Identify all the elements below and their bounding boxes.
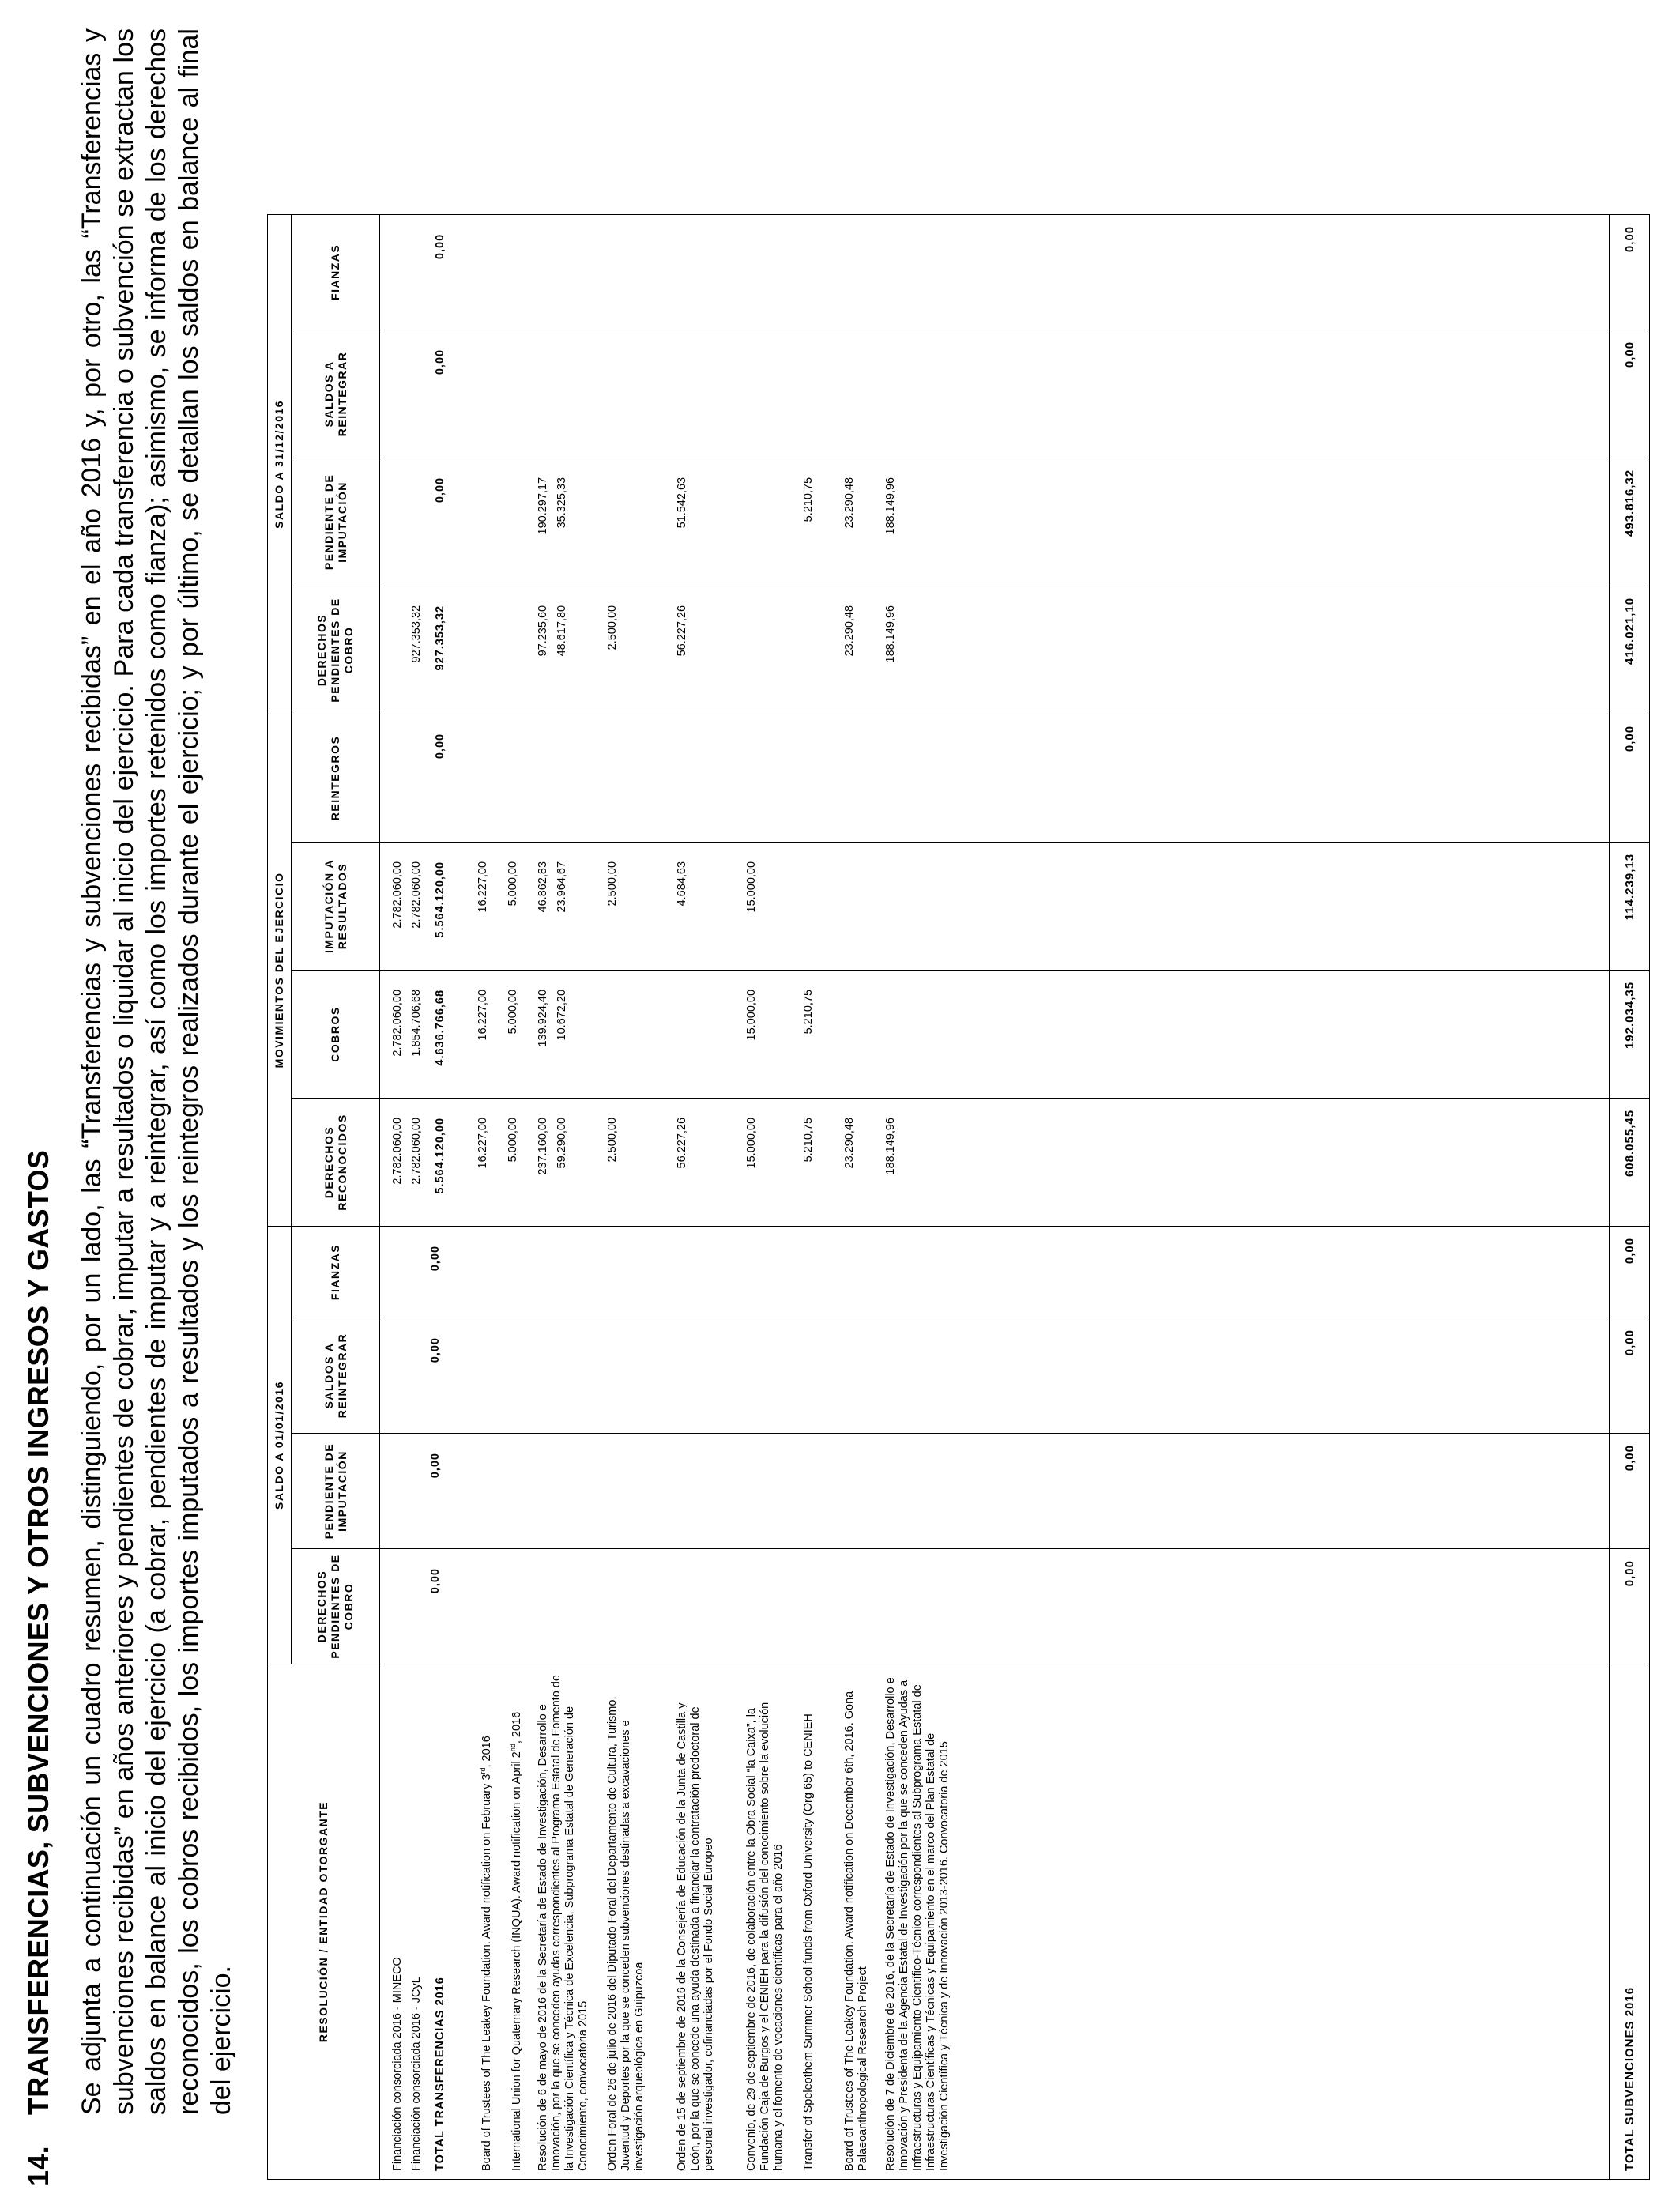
col-cobros: [380, 970, 1610, 1098]
transfer-desc: Financiación consorciada 2016 - JCyL: [410, 1977, 423, 2171]
cell-value: 2.782.060,00: [410, 861, 423, 929]
ts-sar-inicial: 0,00: [1610, 1318, 1650, 1434]
tt-sar-inicial: 0,00: [429, 1337, 442, 1363]
ts-fia-final: 0,00: [1610, 214, 1650, 330]
col-pdi-inicial: [380, 1434, 1610, 1549]
group-movimientos: MOVIMIENTOS DEL EJERCICIO: [268, 714, 292, 1226]
subsidy-desc: Board of Trustees of The Leakey Foundation. Award notification on December 6th, 2016. Gona Palaeoanthropological Research Project: [843, 1691, 869, 2171]
cell-value: 16.227,00: [477, 1117, 489, 1169]
section-heading: [22, 21, 55, 2186]
col-derechos-reconocidos: [380, 1098, 1610, 1226]
description-column: [380, 1664, 1610, 2180]
description-lines: [380, 1664, 971, 2179]
total-subvenciones-row: [1610, 7, 1650, 2179]
total-subvenciones-label: TOTAL SUBVENCIONES 2016: [1610, 1664, 1650, 2180]
cell-value: 97.235,60: [537, 605, 549, 657]
col-imputacion: [380, 842, 1610, 970]
cell-value: 15.000,00: [745, 1117, 758, 1169]
cell-value: 188.149,96: [884, 1117, 897, 1175]
ts-sar-final: 0,00: [1610, 330, 1650, 458]
cell-value: 188.149,96: [884, 605, 897, 663]
subsidy-desc: Resolución de 6 de mayo de 2016 de la Secretaría de Estado de Investigación, Desarrollo e Innovación, por la que se conceden ayudas correspondientes al Programa Estatal de Fomento de la Investigación Científica y Técnica de Excelencia, Subprograma Estatal de Generación de Conocimiento, convocatoria 2015: [537, 1675, 590, 2171]
table-body-row: [380, 7, 1610, 2179]
cell-value: 15.000,00: [745, 989, 758, 1041]
header-saldos-reintegrar-final: SALDOS A REINTEGRAR: [292, 330, 380, 458]
cell-value: [391, 605, 410, 706]
tt-dpc-inicial: 0,00: [429, 1568, 442, 1594]
ts-pdi-inicial: 0,00: [1610, 1434, 1650, 1549]
col-dpc-inicial: [380, 1549, 1610, 1664]
cell-value: 5.210,75: [802, 1117, 815, 1163]
cell-value: [884, 990, 971, 1090]
subsidy-desc: Board of Trustees of The Leakey Foundation. Award notification on February 3rd, 2016: [479, 1736, 493, 2171]
cell-value: [745, 477, 802, 578]
ts-dpc-inicial: 0,00: [1610, 1549, 1650, 1664]
ts-dr: 608.055,45: [1610, 1098, 1650, 1226]
header-derechos-reconocidos: DERECHOS RECONOCIDOS: [292, 1098, 380, 1226]
header-imputacion: IMPUTACIÓN A RESULTADOS: [292, 842, 380, 970]
cell-value: 927.353,32: [410, 605, 423, 663]
col-reintegros: [380, 714, 1610, 842]
cell-value: 2.500,00: [606, 1117, 619, 1163]
subsidy-desc: Orden Foral de 26 de julio de 2016 del Diputado Foral del Departamento de Cultura, Turismo, Juventud y Deportes por la que se conceden subvenciones destinadas a excavaciones e investigación arqueológica en Guipuzcoa: [606, 1696, 646, 2171]
col-pdi-final: [380, 458, 1610, 586]
cell-value: [391, 477, 410, 578]
cell-value: [606, 477, 676, 578]
col-dpc-final: [380, 586, 1610, 714]
grants-table: [267, 7, 1650, 2180]
group-saldo-inicial: SALDO A 01/01/2016: [268, 1226, 292, 1664]
subsidy-desc: International Union for Quaternary Research (INQUA). Award notification on April 2nd, 2016: [509, 1711, 523, 2171]
cell-value: [507, 605, 537, 706]
cell-value: 5.210,75: [802, 989, 815, 1035]
header-derechos-pendientes-final: DERECHOS PENDIENTES DE COBRO: [292, 586, 380, 714]
total-transferencias-label: TOTAL TRANSFERENCIAS 2016: [434, 1977, 446, 2171]
cell-value: 35.325,33: [556, 477, 568, 529]
cell-value: 23.290,48: [843, 1117, 856, 1169]
cell-value: [606, 990, 676, 1090]
cell-value: 4.684,63: [676, 861, 688, 907]
subsidy-desc: Orden de 15 de septiembre de 2016 de la Consejería de Educación de la Junta de Castilla y León, por la que se concede una ayuda destinada a financiar la contratación predoctoral de personal investigador, cofinanciadas por el Fondo Social Europeo: [676, 1702, 715, 2171]
tt-cobros: 4.636.766,68: [434, 989, 446, 1066]
cell-value: 2.782.060,00: [391, 1117, 404, 1185]
col-fia-final: [380, 214, 1610, 330]
header-fianzas-final: FIANZAS: [292, 214, 380, 330]
cell-value: [802, 861, 843, 962]
subsidy-desc: Convenio, de 29 de septiembre de 2016, de colaboración entre la Obra Social “la Caixa”, la Fundación Caja de Burgos y el CENIEH para la difusión del conocimiento sobre la evolución humana y el fomento de vocaciones científicas para el año 2016: [745, 1702, 785, 2171]
blank-margin: [268, 7, 380, 214]
cell-value: 16.227,00: [477, 989, 489, 1041]
cell-value: 2.782.060,00: [410, 1117, 423, 1185]
cell-value: 5.000,00: [507, 1117, 519, 1163]
transfer-desc: Financiación consorciada 2016 - MINECO: [391, 1957, 404, 2171]
cell-value: 48.617,80: [556, 605, 568, 657]
cell-value: 23.290,48: [843, 477, 856, 529]
cell-value: 188.149,96: [884, 477, 897, 535]
cell-value: 51.542,63: [676, 477, 688, 529]
cell-value: 5.000,00: [507, 861, 519, 907]
ts-dpc-final: 416.021,10: [1610, 586, 1650, 714]
ts-pdi-final: 493.816,32: [1610, 458, 1650, 586]
tt-dpc-final: 927.353,32: [434, 605, 446, 671]
tt-pdi-inicial: 0,00: [429, 1453, 442, 1479]
header-resolucion: RESOLUCIÓN / ENTIDAD OTORGANTE: [268, 1664, 380, 2180]
ts-imp: 114.239,13: [1610, 842, 1650, 970]
cell-value: 23.290,48: [843, 605, 856, 657]
cell-value: 56.227,26: [676, 605, 688, 657]
subsidy-desc: Resolución de 7 de Diciembre de 2016, de la Secretaría de Estado de Investigación, Desarrollo e Innovación y Presidenta de la Agencia Estatal de Investigación por la que se conceden Ayudas a Infraestructuras y Equipamiento Científico-Técnico correspondientes al Subprograma Estatal de Infraestructuras Científicas y Técnicas y Equipamiento en el marco del Plan Estatal de Investigación Científica y Técnica y de Innovación 2013-2016. Convocatoria de 2015: [884, 1677, 951, 2171]
cell-value: [843, 990, 884, 1090]
cell-value: [507, 477, 537, 578]
cell-value: [676, 990, 745, 1090]
header-derechos-pendientes-inicial: DERECHOS PENDIENTES DE COBRO: [292, 1549, 380, 1664]
cell-value: 23.964,67: [556, 861, 568, 913]
header-cobros: COBROS: [292, 970, 380, 1098]
cell-value: [843, 861, 884, 962]
section-title: TRANSFERENCIAS, SUBVENCIONES Y OTROS INGRESOS Y GASTOS: [22, 1149, 55, 2115]
subsidy-desc: Transfer of Speleothem Summer School funds from Oxford University (Org 65) to CENIEH: [802, 1713, 815, 2171]
cell-value: [410, 477, 429, 578]
cell-value: 10.672,20: [556, 989, 568, 1041]
cell-value: 190.297,17: [537, 477, 549, 535]
header-reintegros: REINTEGROS: [292, 714, 380, 842]
intro-paragraph: [76, 28, 238, 2115]
section-number: 14.: [22, 2146, 55, 2186]
cell-value: [477, 605, 507, 706]
tt-fia-final: 0,00: [434, 233, 446, 260]
cell-value: 59.290,00: [556, 1117, 568, 1169]
cell-value: 2.500,00: [606, 861, 619, 907]
header-fianzas-inicial: FIANZAS: [292, 1226, 380, 1318]
header-saldos-reintegrar-inicial: SALDOS A REINTEGRAR: [292, 1318, 380, 1434]
cell-value: 139.924,40: [537, 989, 549, 1047]
header-pendiente-imputacion-inicial: PENDIENTE DE IMPUTACIÓN: [292, 1434, 380, 1549]
tt-dr: 5.564.120,00: [434, 1117, 446, 1194]
cell-value: 5.210,75: [802, 477, 815, 522]
cell-value: 46.862,83: [537, 861, 549, 913]
ts-cobros: 192.034,35: [1610, 970, 1650, 1098]
tt-sar-final: 0,00: [434, 349, 446, 375]
cell-value: 15.000,00: [745, 861, 758, 913]
tt-fia-inicial: 0,00: [429, 1245, 442, 1272]
cell-value: 2.500,00: [606, 605, 619, 650]
tt-rei: 0,00: [434, 733, 446, 760]
cell-value: [884, 861, 971, 962]
intro-text: Se adjunta a continuación un cuadro resumen, distinguiendo, por un lado, las “Transferencias y subvenciones recibidas” en el año 2016 y, por otro, las “Transferencias y subvenciones recibidas” en años anteriores y pendientes de cobrar, imputar a resultados o liquidar al inicio del ejercicio. Para cada transferencia o subvención se extractan los saldos en balance al inicio del ejercicio (a cobrar, pendientes de imputar y a reintegrar, así como los importes retenidos como fianza); asimismo, se informa de los derechos reconocidos, los cobros recibidos, los importes imputados a resultados y los reintegros realizados durante el ejercicio; y por último, se detallan los saldos en balance al final del ejercicio.: [77, 28, 236, 2115]
cell-value: 16.227,00: [477, 861, 489, 913]
cell-value: 2.782.060,00: [391, 989, 404, 1057]
tt-imp: 5.564.120,00: [434, 861, 446, 938]
tt-pdi-final: 0,00: [434, 477, 446, 503]
cell-value: [477, 477, 507, 578]
cell-value: 2.782.060,00: [391, 861, 404, 929]
cell-value: 1.854.706,68: [410, 989, 423, 1057]
cell-value: [802, 605, 843, 706]
cell-value: [745, 605, 802, 706]
ts-rei: 0,00: [1610, 714, 1650, 842]
group-saldo-final: SALDO A 31/12/2016: [268, 214, 292, 714]
cell-value: 5.000,00: [507, 989, 519, 1035]
header-pendiente-imputacion-final: PENDIENTE DE IMPUTACIÓN: [292, 458, 380, 586]
col-sar-inicial: [380, 1318, 1610, 1434]
ts-fia-inicial: 0,00: [1610, 1226, 1650, 1318]
col-sar-final: [380, 330, 1610, 458]
cell-value: 237.160,00: [537, 1117, 549, 1175]
cell-value: 56.227,26: [676, 1117, 688, 1169]
col-fia-inicial: [380, 1226, 1610, 1318]
